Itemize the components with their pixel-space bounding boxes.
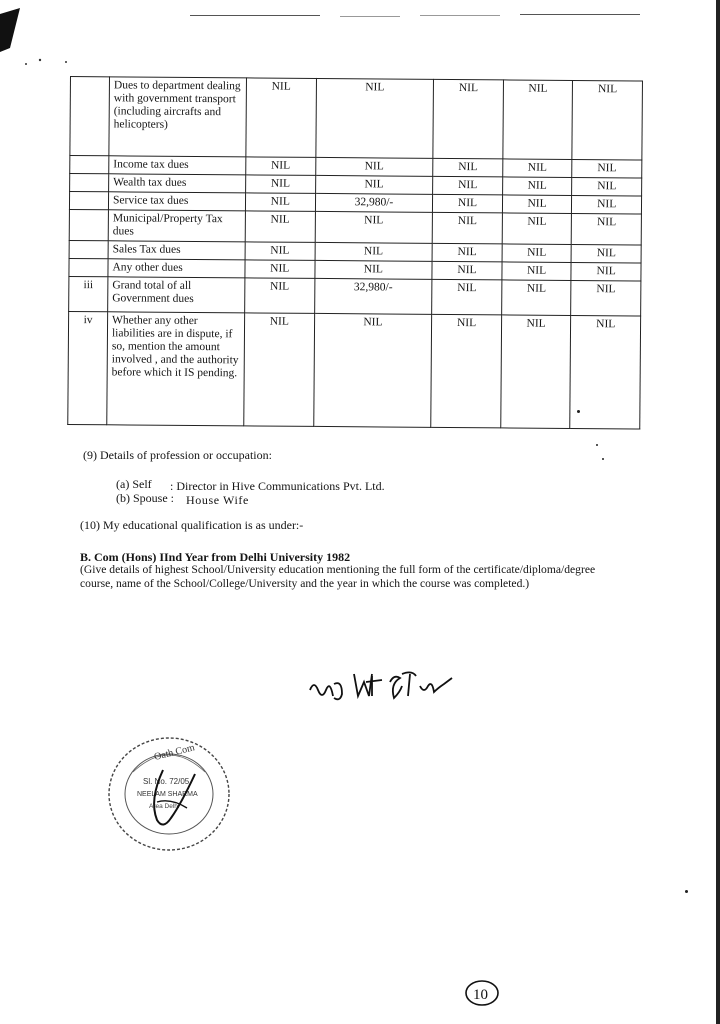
row-description: Income tax dues <box>109 156 246 175</box>
value-cell: NIL <box>315 211 433 243</box>
value-cell: 32,980/- <box>314 278 432 314</box>
value-cell: NIL <box>572 177 642 196</box>
qualification-note-line-1: (Give details of highest School/University education mentioning the full form of the certificate/diploma/degree <box>80 563 596 576</box>
value-cell: NIL <box>246 175 316 194</box>
value-cell: NIL <box>502 262 572 281</box>
spouse-occupation-value: House Wife <box>186 493 249 507</box>
value-cell: NIL <box>432 279 502 315</box>
self-occupation-label: (a) Self <box>116 477 152 491</box>
row-number <box>70 77 110 156</box>
qualification-note-line-2: course, name of the School/College/University and the year in which the course was completed.) <box>80 577 530 590</box>
dues-table <box>67 76 643 429</box>
row-number <box>70 174 109 192</box>
notary-stamp <box>103 732 235 856</box>
value-cell: NIL <box>572 213 642 245</box>
value-cell: NIL <box>502 244 572 263</box>
value-cell: NIL <box>502 177 572 196</box>
row-number <box>69 209 108 240</box>
value-cell: NIL <box>315 242 433 261</box>
value-cell: NIL <box>571 262 641 281</box>
value-cell: NIL <box>433 176 503 195</box>
value-cell: NIL <box>501 280 571 316</box>
section-9-heading: (9) Details of profession or occupation: <box>83 448 272 462</box>
value-cell: NIL <box>571 280 641 316</box>
row-number <box>69 258 108 276</box>
value-cell: NIL <box>570 315 641 429</box>
value-cell: NIL <box>245 260 315 279</box>
row-description: Whether any other liabilities are in dispute, if so, mention the amount involved , and the authority before which it IS pending. <box>107 312 245 426</box>
row-description: Municipal/Property Tax dues <box>108 210 245 242</box>
scan-top-line <box>420 15 500 16</box>
qualification-text: B. Com (Hons) IInd Year from Delhi University 1982 <box>80 550 351 564</box>
self-occupation-value: : Director in Hive Communications Pvt. Ltd. <box>170 479 385 493</box>
scan-right-edge <box>716 0 720 1024</box>
row-number: iv <box>68 311 108 424</box>
page-number-circle <box>462 976 502 1010</box>
value-cell: NIL <box>433 194 503 213</box>
row-description: Dues to department dealing with government transport (including aircrafts and helicopters) <box>109 77 247 157</box>
value-cell: NIL <box>503 80 573 160</box>
value-cell: NIL <box>432 261 502 280</box>
value-cell: NIL <box>315 157 433 176</box>
value-cell: NIL <box>246 157 316 176</box>
row-description: Grand total of all Government dues <box>108 277 245 313</box>
value-cell: NIL <box>502 195 572 214</box>
row-number <box>69 192 108 210</box>
value-cell: NIL <box>246 78 316 158</box>
svg-text:Area Delhi: Area Delhi <box>149 803 180 810</box>
value-cell: NIL <box>432 212 502 244</box>
scan-speck <box>602 458 604 460</box>
value-cell: NIL <box>244 313 314 427</box>
scan-speck <box>685 890 688 893</box>
row-number <box>69 240 108 258</box>
value-cell: NIL <box>314 260 432 279</box>
value-cell: NIL <box>245 242 315 261</box>
value-cell: NIL <box>572 80 642 160</box>
spouse-occupation-label: (b) Spouse : <box>116 491 174 505</box>
value-cell: NIL <box>315 78 433 158</box>
scan-top-line <box>520 14 640 15</box>
handwritten-signature <box>306 668 466 716</box>
row-description: Service tax dues <box>108 192 245 211</box>
section-10-heading: (10) My educational qualification is as under:- <box>80 518 304 532</box>
value-cell: NIL <box>503 159 573 178</box>
value-cell: NIL <box>571 244 641 263</box>
value-cell: NIL <box>433 158 503 177</box>
table-row <box>70 77 643 160</box>
svg-text:NEELAM SHARMA: NEELAM SHARMA <box>137 791 198 798</box>
value-cell: 32,980/- <box>315 193 433 212</box>
value-cell: NIL <box>245 193 315 212</box>
row-number: iii <box>69 276 108 311</box>
scan-speck <box>596 444 598 446</box>
value-cell: NIL <box>245 278 315 314</box>
scan-top-line <box>340 16 400 17</box>
value-cell: NIL <box>315 175 433 194</box>
table-row <box>69 209 641 244</box>
value-cell: NIL <box>313 313 432 427</box>
page-number: 10 <box>473 987 488 1003</box>
value-cell: NIL <box>245 211 315 243</box>
scan-corner-mark <box>0 0 80 80</box>
row-description: Sales Tax dues <box>108 241 245 260</box>
value-cell: NIL <box>433 79 503 159</box>
scan-top-line <box>190 15 320 16</box>
value-cell: NIL <box>502 213 572 245</box>
value-cell: NIL <box>572 195 642 214</box>
value-cell: NIL <box>572 159 642 178</box>
table-row <box>69 276 641 315</box>
row-description: Any other dues <box>108 259 245 278</box>
table-row <box>68 311 641 428</box>
value-cell: NIL <box>431 314 501 428</box>
row-number <box>70 156 109 174</box>
svg-text:Sl. No. 72/05: Sl. No. 72/05 <box>143 777 190 786</box>
value-cell: NIL <box>501 315 571 429</box>
value-cell: NIL <box>432 243 502 262</box>
svg-text:Oath Com: Oath Com <box>153 742 196 763</box>
row-description: Wealth tax dues <box>109 174 246 193</box>
scan-speck <box>577 410 580 413</box>
